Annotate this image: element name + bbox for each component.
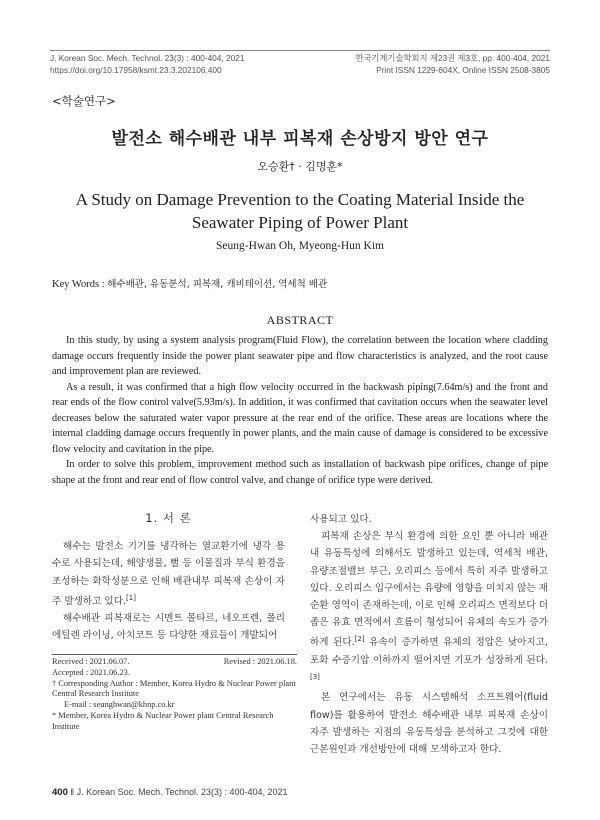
authors-english: Seung-Hwan Oh, Myeong-Hun Kim: [215, 240, 384, 252]
footnotes: [52, 654, 297, 733]
intro-paragraph-2: 해수배관 피복재로는 시멘트 몰타르, 네오프렌, 폴리에틸렌 라이닝, 아치코트 등 다양한 재료들이 개발되어: [52, 613, 285, 642]
citation-ref[interactable]: [2]: [354, 635, 365, 644]
doi-link[interactable]: https://doi.org/10.17958/ksmt.23.3.202106.400: [50, 65, 222, 75]
continued-text: 사용되고 있다.: [310, 514, 372, 525]
header-right: [355, 52, 550, 76]
right-column: [310, 511, 548, 758]
author-email[interactable]: E-mail : seunghwan@khnp.co.kr: [64, 700, 175, 710]
page-footer: 400 ‖ J. Korean Soc. Mech. Technol. 23(3) : 400-404, 2021: [52, 787, 288, 798]
header-citation-ko: 한국기계기술학회지 제23권 제3호, pp. 400-404, 2021: [355, 53, 550, 63]
abstract-body: [52, 333, 548, 488]
intro-paragraph-4: 본 연구에서는 유동 시스템해석 소프트웨어(fluid flow)를 활용하여 발전소 해수배관 내부 피복재 손상이 자주 발생하는 지점의 유동특성을 분석하고 그것에 대한 근본원인과 개선방안에 대해 모색하고자 한다.: [310, 692, 548, 756]
citation-ref[interactable]: [1]: [126, 593, 136, 602]
title-english: A Study on Damage Prevention to the Coating Material Inside the Seawater Piping of Power Plant: [75, 190, 525, 232]
authors-korean: 오승환† · 김명훈*: [257, 160, 343, 173]
article-category: <학술연구>: [52, 94, 116, 108]
page-number: 400: [52, 787, 68, 798]
abstract-paragraph-3: In order to solve this problem, improvement method such as installation of backwash pipe orifices, change of pipe shape at the front and rear end of flow control valve, and change of orifice type were derived.: [52, 459, 548, 486]
member-note: * Member, Korea Hydro & Nuclear Power plant Central Research Institute: [52, 710, 274, 731]
intro-paragraph-3: 피복재 손상은 부식 환경에 의한 요인 뿐 아니라 배관 내 유동특성에 의해서도 발생하고 있는데, 역세척 배관, 유량조절밸브 부근, 오리피스 등에서 특히 자주 발생하고 있다. 오리피스 입구에서는 유량에 영향을 미치지 않는 재순환 영역이 존재하는데, 이로 인해 오리피스 면적보다 더 좁은 유효 면적에서 흐름이 형성되어 유체의 속도가 증가하게 된다.[2] 유속이 증가하면 유체의 정압은 낮아지고, 포화 수증기압 이하까지 떨어지면 기포가 성장하게 된다.[3]: [310, 531, 548, 682]
abstract-paragraph-2: As a result, it was confirmed that a high flow velocity occurred in the backwash piping(7.64m/s) and the front and rear ends of the flow control valve(5.93m/s). In addition, it was confirmed that cavitation occurs when the seawater level decreases below the saturated water vapor pressure at the rear end of the orifice. These areas are locations where the internal cladding damage occurs frequently in power plants, and the main cause of damage is considered to be excessive flow velocity and cavitation in the pipe.: [52, 381, 548, 455]
corresponding-author: † Corresponding Author : Member, Korea Hydro & Nuclear Power plant Central Research Institute: [52, 678, 296, 699]
abstract-paragraph-1: In this study, by using a system analysis program(Fluid Flow), the correlation between the location where cladding damage occurs frequently inside the power plant seawater pipe and flow characteristics is analyzed, and the root cause and improvement plan are reviewed.: [52, 335, 548, 377]
abstract-heading: ABSTRACT: [266, 313, 334, 327]
dates-row: [52, 657, 297, 668]
header-left: [50, 52, 244, 76]
revised-date: Revised : 2021.06.18.: [223, 657, 297, 666]
left-column: [52, 511, 285, 645]
citation-ref[interactable]: [3]: [310, 673, 320, 682]
keywords: [52, 276, 327, 290]
received-date: Received : 2021.06.07.: [52, 657, 130, 666]
keywords-values: 해수배관, 유동분석, 피복재, 캐비테이션, 역세척 배관: [107, 279, 328, 290]
section-heading-introduction: 1. 서 론: [145, 511, 192, 525]
keywords-label: Key Words :: [52, 279, 108, 290]
header-issn: Print ISSN 1229-604X, Online ISSN 2508-3805: [376, 65, 550, 75]
header-rule: [50, 50, 550, 51]
title-korean: 발전소 해수배관 내부 피복재 손상방지 방안 연구: [111, 129, 489, 149]
header-citation: J. Korean Soc. Mech. Technol. 23(3) : 400-404, 2021: [50, 53, 245, 63]
intro-paragraph-1: 해수는 발전소 기기를 냉각하는 열교환기에 냉각 용수로 사용되는데, 해양생물, 뻘 등 이물질과 부식 환경을 조성하는 화학성분으로 인해 배관내부 피복재 손상이 자주 발생하고 있다.[1]: [52, 541, 285, 607]
accepted-date: Accepted : 2021.06.23.: [52, 667, 130, 677]
footer-journal: J. Korean Soc. Mech. Technol. 23(3) : 400-404, 2021: [76, 787, 288, 797]
